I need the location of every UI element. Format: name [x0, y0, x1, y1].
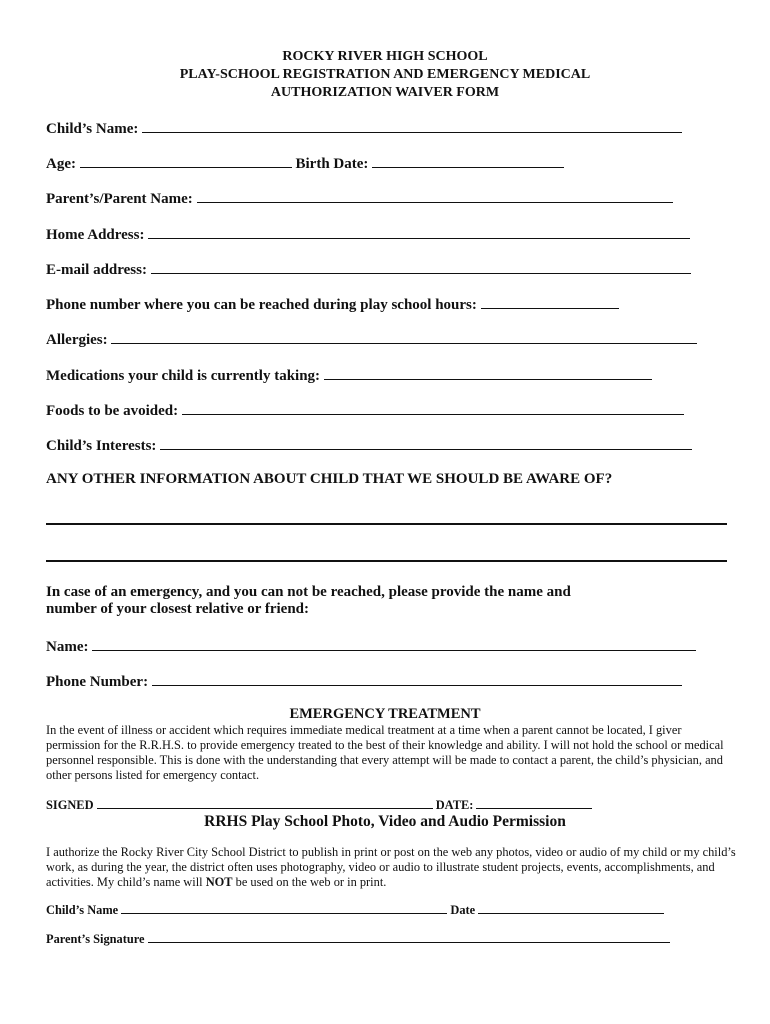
contact-phone-label: Phone Number: [46, 674, 149, 690]
form-title-line1: ROCKY RIVER HIGH SCHOOL [282, 49, 488, 64]
signed-row [46, 797, 592, 813]
allergies-field[interactable] [111, 329, 697, 344]
phone-row [46, 294, 619, 314]
form-title-line2: PLAY-SCHOOL REGISTRATION AND EMERGENCY MEDICAL [179, 67, 591, 82]
photo-child-name-field[interactable] [121, 902, 447, 914]
photo-permission-text-part2: be used on the web or in print. [232, 875, 387, 889]
age-field[interactable] [80, 153, 292, 168]
emergency-treatment-text: In the event of illness or accident which requires immediate medical treatment at a time when a parent cannot be located, I giver permission for the R.R.H.S. to provide emergency treated to the best of their knowledge and ability. I will not hold the school or medical personnel responsible. This is done with the understanding that every attempt will be made to contact a parent, the child’s physician, and other persons listed for emergency contact. [46, 723, 724, 782]
other-info-label: ANY OTHER INFORMATION ABOUT CHILD THAT WE SHOULD BE AWARE OF? [46, 471, 613, 487]
parent-name-field[interactable] [197, 188, 673, 203]
medications-field[interactable] [324, 365, 652, 380]
other-info-line-2[interactable] [46, 560, 727, 562]
interests-row [46, 435, 692, 455]
age-label: Age: [46, 156, 76, 172]
form-title-line3: AUTHORIZATION WAIVER FORM [270, 85, 500, 100]
signed-field[interactable] [97, 797, 433, 809]
emergency-prompt-line1: In case of an emergency, and you can not be reached, please provide the name and [46, 584, 571, 600]
interests-label: Child’s Interests: [46, 438, 157, 454]
allergies-row [46, 329, 697, 349]
parent-signature-field[interactable] [148, 931, 670, 943]
photo-permission-not: NOT [205, 875, 233, 889]
contact-name-field[interactable] [92, 636, 696, 651]
birth-date-field[interactable] [372, 153, 564, 168]
emergency-prompt-line2: number of your closest relative or friend: [46, 601, 310, 617]
child-name-label: Child’s Name: [46, 121, 139, 137]
home-address-label: Home Address: [46, 227, 145, 243]
photo-permission-heading: RRHS Play School Photo, Video and Audio Permission [204, 813, 566, 830]
parent-name-label: Parent’s/Parent Name: [46, 191, 193, 207]
home-address-row [46, 224, 690, 244]
signed-label: SIGNED [46, 798, 94, 812]
photo-date-label: Date [450, 903, 476, 917]
photo-permission-text-part1: I authorize the Rocky River City School District to publish in print or post on the web any photos, video or audio of my child or my child’s work, as during the year, the district often uses photography, video or audio to illustrate student projects, events, accomplishments, and activities. My child’s name will [46, 845, 736, 889]
contact-name-row [46, 636, 696, 656]
contact-phone-row [46, 671, 682, 691]
parent-signature-label: Parent’s Signature [46, 932, 145, 946]
contact-name-label: Name: [46, 639, 89, 655]
foods-label: Foods to be avoided: [46, 403, 179, 419]
email-label: E-mail address: [46, 262, 147, 278]
parent-signature-row [46, 931, 670, 947]
email-field[interactable] [151, 259, 691, 274]
birth-date-label: Birth Date: [295, 156, 369, 172]
medications-row [46, 365, 652, 385]
other-info-line-1[interactable] [46, 523, 727, 525]
foods-row [46, 400, 684, 420]
contact-phone-field[interactable] [152, 671, 682, 686]
foods-field[interactable] [182, 400, 684, 415]
parent-name-row [46, 188, 673, 208]
phone-field[interactable] [481, 294, 619, 309]
photo-child-name-label: Child’s Name [46, 903, 119, 917]
photo-permission-text [46, 845, 736, 890]
phone-label: Phone number where you can be reached during play school hours: [46, 297, 477, 313]
allergies-label: Allergies: [46, 332, 108, 348]
home-address-field[interactable] [148, 224, 690, 239]
photo-date-field[interactable] [478, 902, 664, 914]
child-name-row [46, 118, 682, 138]
signed-date-field[interactable] [476, 797, 592, 809]
email-row [46, 259, 691, 279]
signed-date-label: DATE: [435, 798, 474, 812]
age-birthdate-row [46, 153, 564, 173]
emergency-treatment-heading: EMERGENCY TREATMENT [289, 706, 481, 722]
interests-field[interactable] [160, 435, 692, 450]
medications-label: Medications your child is currently taking: [46, 368, 321, 384]
photo-child-row [46, 902, 664, 918]
child-name-field[interactable] [142, 118, 682, 133]
